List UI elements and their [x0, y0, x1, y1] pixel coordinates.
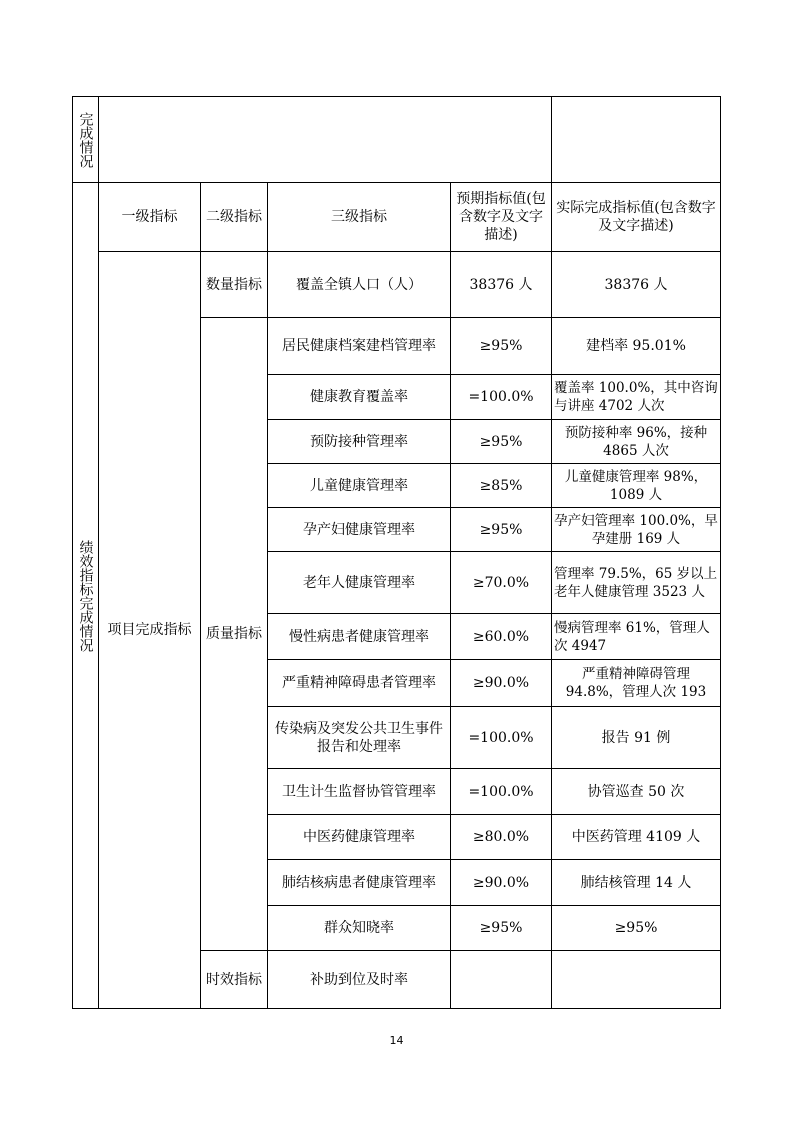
performance-table [72, 96, 721, 1009]
actual-cell: 肺结核管理 14 人 [552, 860, 721, 906]
indicator-cell: 预防接种管理率 [268, 420, 451, 464]
indicator-cell: 群众知晓率 [268, 906, 451, 951]
indicator-cell: 居民健康档案建档管理率 [268, 318, 451, 375]
group-quality: 质量指标 [201, 318, 268, 951]
actual-cell: 协管巡查 50 次 [552, 769, 721, 815]
group-quantity: 数量指标 [201, 252, 268, 318]
indicator-cell: 肺结核病患者健康管理率 [268, 860, 451, 906]
expected-cell [451, 951, 552, 1009]
actual-cell: 覆盖率 100.0%，其中咨询与讲座 4702 人次 [552, 375, 721, 420]
indicator-cell: 中医药健康管理率 [268, 815, 451, 860]
indicator-cell: 慢性病患者健康管理率 [268, 614, 451, 660]
actual-cell: 孕产妇管理率 100.0%，早孕建册 169 人 [552, 508, 721, 552]
indicator-cell: 覆盖全镇人口（人） [268, 252, 451, 318]
header-actual: 实际完成指标值(包含数字及文字描述) [552, 183, 721, 252]
expected-cell: ≥90.0% [451, 660, 552, 707]
indicator-cell: 传染病及突发公共卫生事件报告和处理率 [268, 707, 451, 769]
actual-cell: 预防接种率 96%，接种 4865 人次 [552, 420, 721, 464]
header-row [73, 183, 721, 252]
header-level2: 二级指标 [201, 183, 268, 252]
actual-cell: 严重精神障碍管理 94.8%，管理人次 193 [552, 660, 721, 707]
header-level3: 三级指标 [268, 183, 451, 252]
expected-cell: ≥95% [451, 318, 552, 375]
completion-row [73, 97, 721, 183]
indicator-cell: 儿童健康管理率 [268, 464, 451, 508]
expected-cell: ≥80.0% [451, 815, 552, 860]
expected-cell: ≥95% [451, 906, 552, 951]
expected-cell: ≥90.0% [451, 860, 552, 906]
indicator-cell: 孕产妇健康管理率 [268, 508, 451, 552]
actual-cell: 管理率 79.5%，65 岁以上老年人健康管理 3523 人 [552, 552, 721, 614]
expected-cell: ≥70.0% [451, 552, 552, 614]
indicator-cell: 严重精神障碍患者管理率 [268, 660, 451, 707]
actual-cell: 38376 人 [552, 252, 721, 318]
expected-cell: =100.0% [451, 707, 552, 769]
group-timeliness: 时效指标 [201, 951, 268, 1009]
expected-cell: =100.0% [451, 769, 552, 815]
expected-cell: ≥95% [451, 420, 552, 464]
indicator-cell: 健康教育覆盖率 [268, 375, 451, 420]
expected-cell: =100.0% [451, 375, 552, 420]
indicator-cell: 补助到位及时率 [268, 951, 451, 1009]
header-level1: 一级指标 [99, 183, 201, 252]
indicator-cell: 卫生计生监督协管管理率 [268, 769, 451, 815]
performance-section-label: 绩效指标完成情况 [73, 183, 99, 1009]
actual-cell: ≥95% [552, 906, 721, 951]
expected-cell: ≥60.0% [451, 614, 552, 660]
actual-cell: 慢病管理率 61%，管理人次 4947 [552, 614, 721, 660]
completion-label: 完成情况 [73, 97, 99, 183]
expected-cell: ≥85% [451, 464, 552, 508]
actual-cell: 建档率 95.01% [552, 318, 721, 375]
expected-cell: ≥95% [451, 508, 552, 552]
actual-cell: 中医药管理 4109 人 [552, 815, 721, 860]
completion-extra-cell [552, 97, 721, 183]
header-expected: 预期指标值(包含数字及文字描述) [451, 183, 552, 252]
actual-cell: 儿童健康管理率 98%，1089 人 [552, 464, 721, 508]
page-number: 14 [389, 1034, 404, 1047]
actual-cell: 报告 91 例 [552, 707, 721, 769]
completion-content-cell [99, 97, 552, 183]
indicator-cell: 老年人健康管理率 [268, 552, 451, 614]
table-row [73, 252, 721, 318]
actual-cell [552, 951, 721, 1009]
expected-cell: 38376 人 [451, 252, 552, 318]
level1-label: 项目完成指标 [99, 252, 201, 1009]
